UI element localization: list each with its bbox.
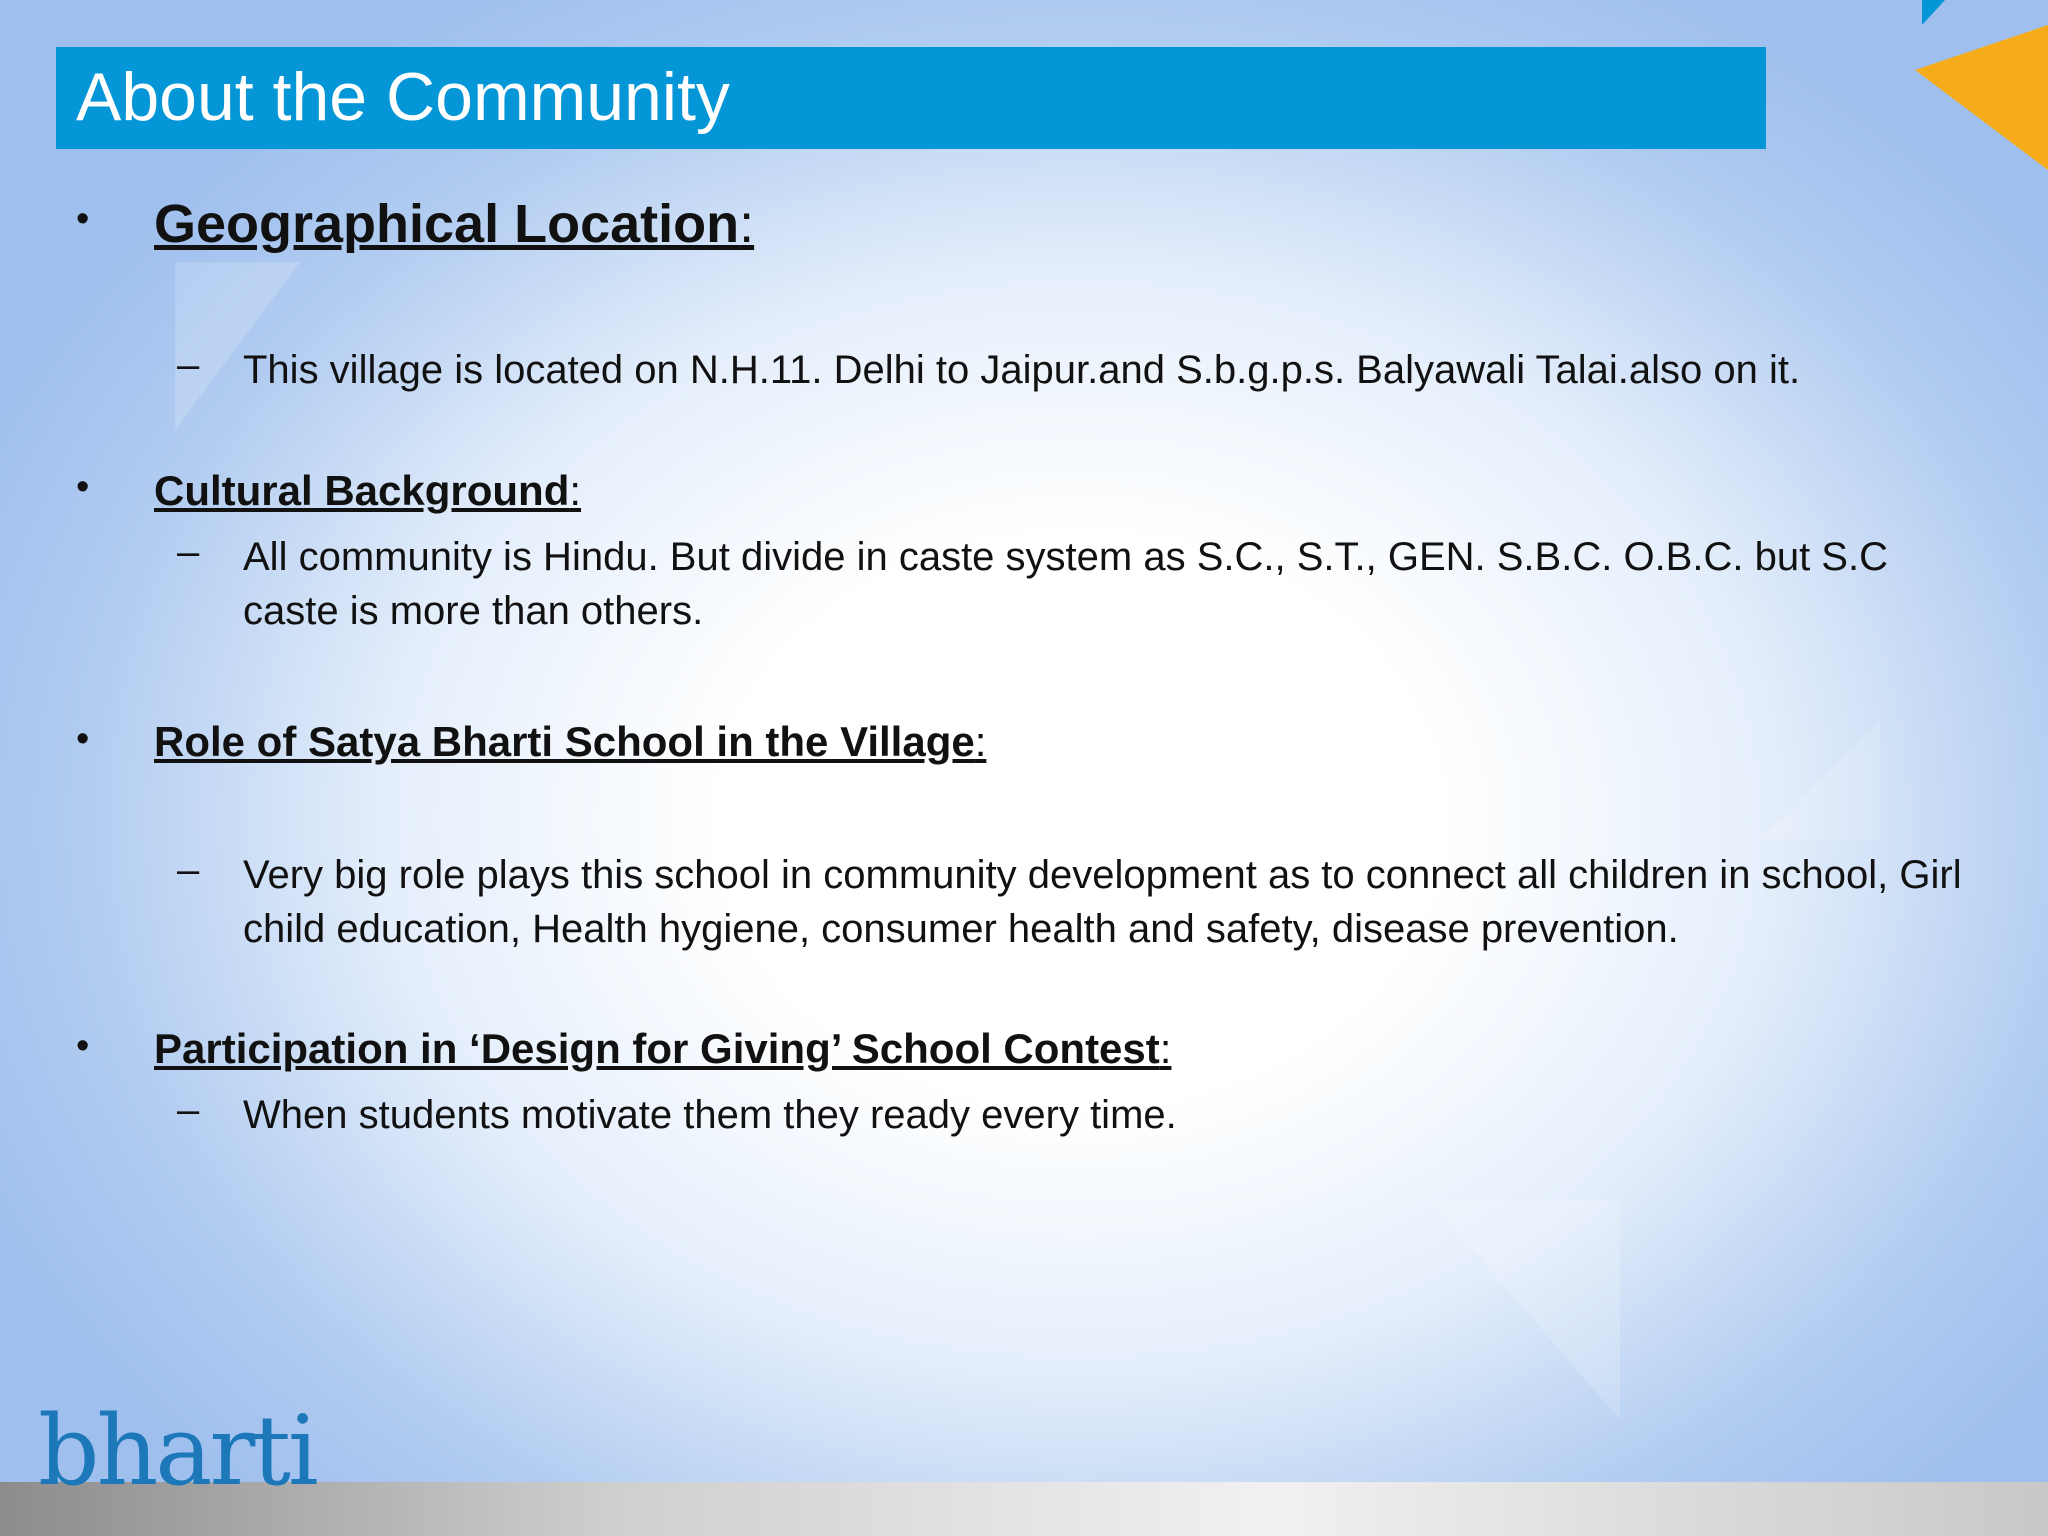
dash-icon: – (177, 1088, 200, 1132)
dash-icon: – (177, 848, 200, 892)
bullet-icon: • (76, 466, 90, 508)
section-heading: Geographical Location (154, 194, 740, 254)
section-heading-row (154, 1024, 1171, 1074)
section-heading: Role of Satya Bharti School in the Village (154, 718, 975, 765)
dash-icon: – (177, 343, 200, 387)
bullet-icon: • (76, 718, 90, 760)
dash-icon: – (177, 530, 200, 574)
section-heading-row (154, 466, 581, 516)
section-item-text: Very big role plays this school in community development as to connect all children in school, Girl child education, Health hygiene, consumer health and safety, disease prevention. (243, 853, 1962, 951)
bullet-icon: • (76, 1025, 90, 1067)
heading-colon: : (739, 194, 755, 254)
section-heading-row (154, 192, 754, 256)
section-item-text: This village is located on N.H.11. Delhi to Jaipur.and S.b.g.p.s. Balyawali Talai.also on it. (243, 348, 1801, 392)
bharti-logo: bharti (38, 1395, 316, 1507)
section-item-text: When students motivate them they ready every time. (243, 1093, 1177, 1137)
heading-colon: : (974, 718, 987, 765)
heading-colon: : (1159, 1025, 1172, 1072)
section-item-text: All community is Hindu. But divide in caste system as S.C., S.T., GEN. S.B.C. O.B.C. but S.C caste is more than others. (243, 535, 1888, 633)
section-heading-row (154, 717, 986, 767)
section-heading: Participation in ‘Design for Giving’ School Contest (154, 1025, 1160, 1072)
heading-colon: : (569, 467, 582, 514)
bullet-icon: • (76, 198, 90, 240)
section-heading: Cultural Background (154, 467, 570, 514)
slide-title: About the Community (76, 59, 730, 135)
